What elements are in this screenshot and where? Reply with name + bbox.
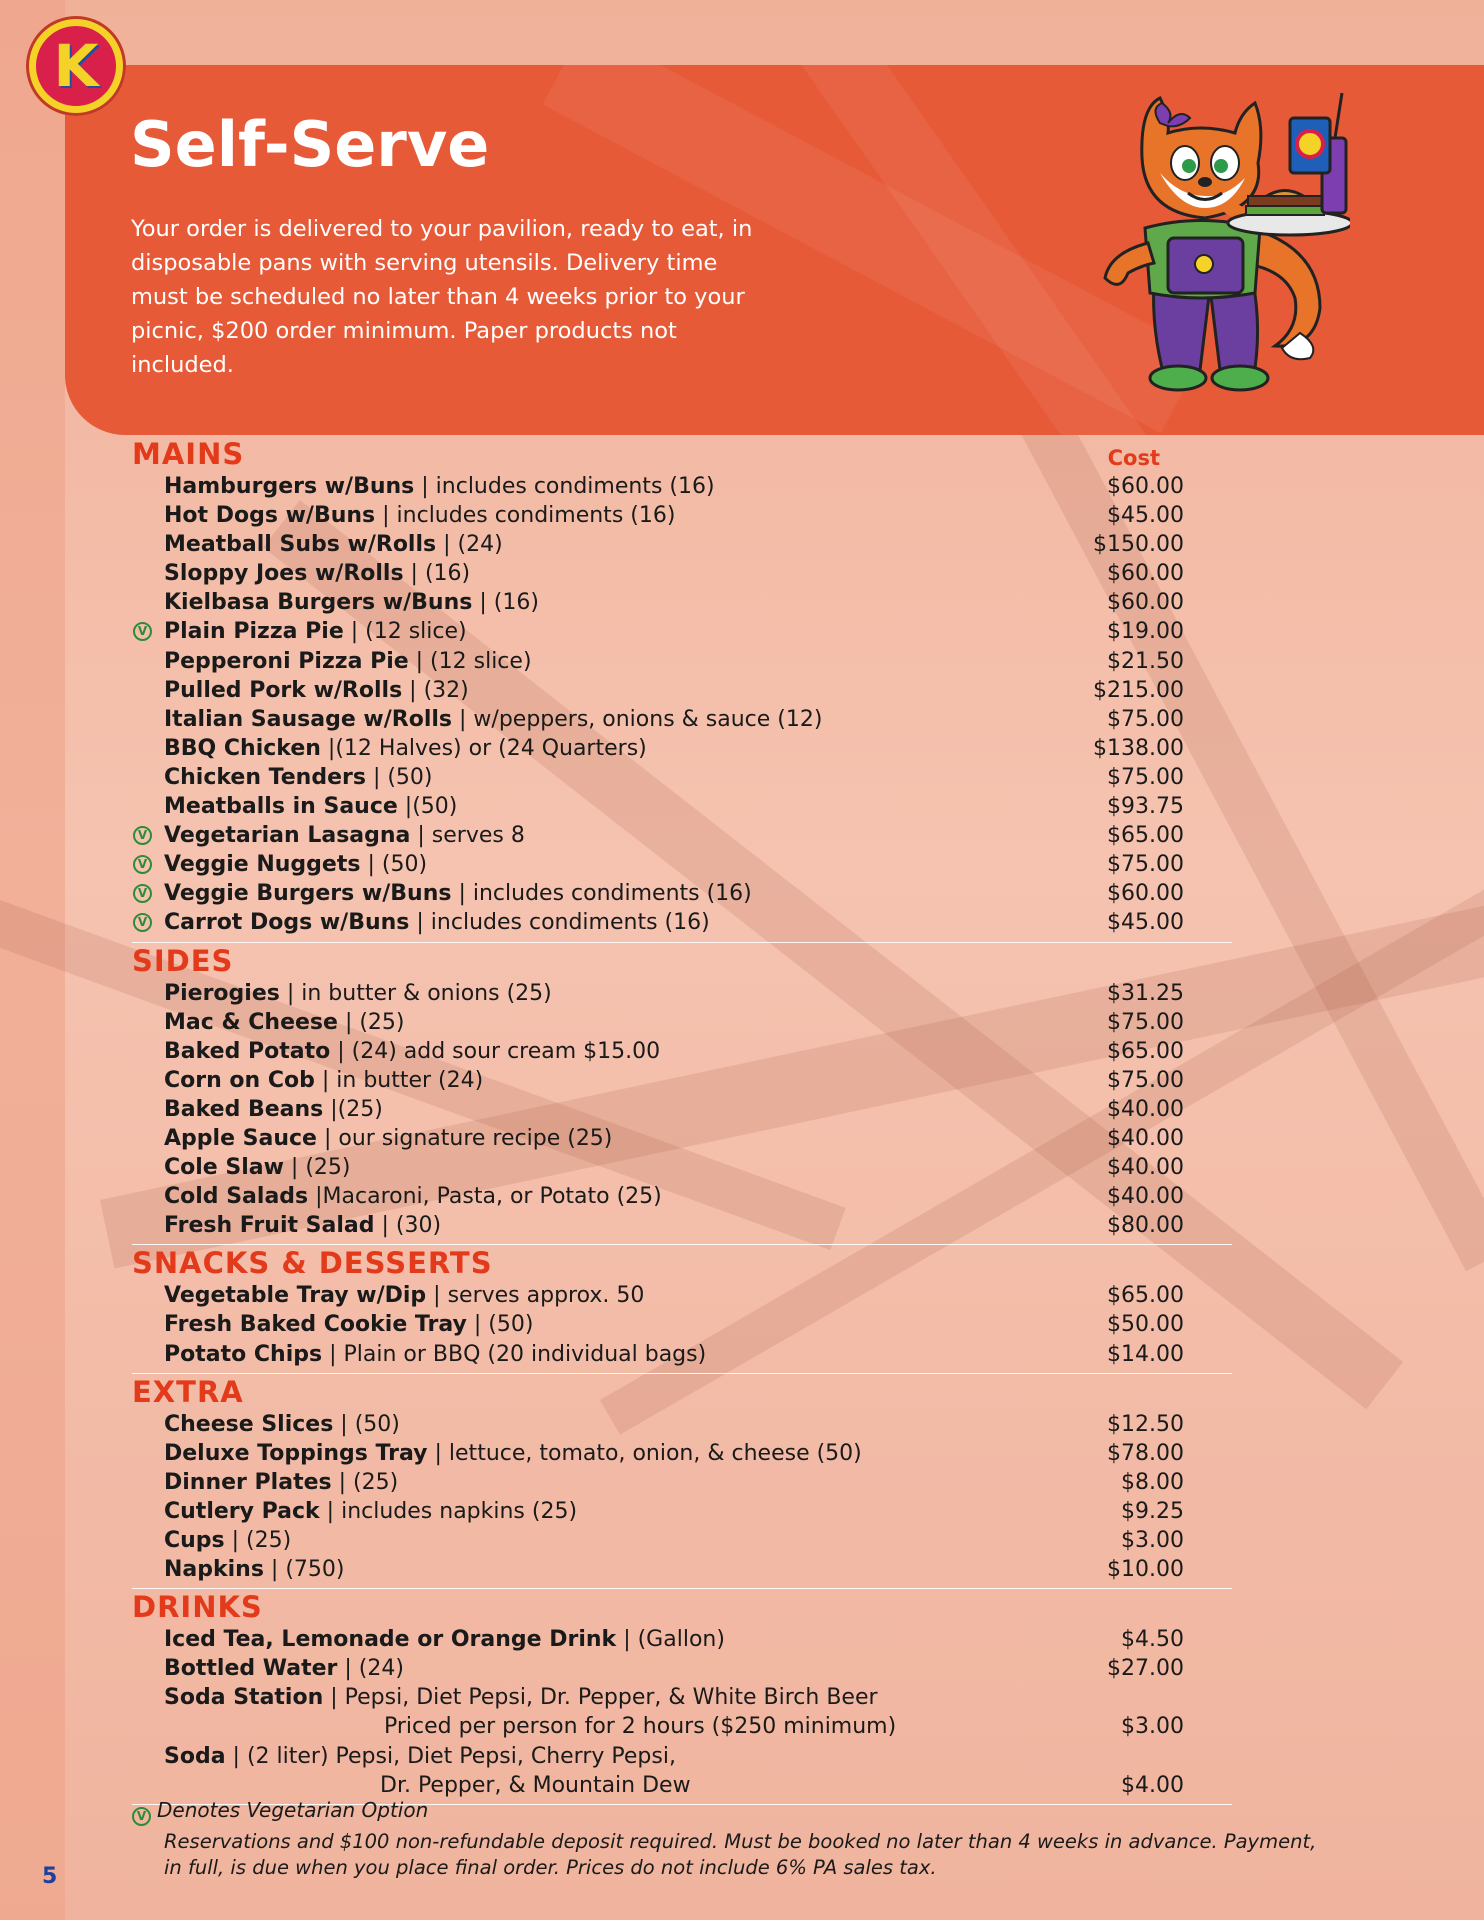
vegetarian-icon: V (133, 855, 152, 874)
menu-item (132, 1281, 1332, 1310)
menu-section (132, 1245, 1332, 1373)
item-price: $40.00 (1107, 1125, 1184, 1151)
menu-item (132, 1037, 1332, 1066)
section-title: DRINKS (132, 1590, 263, 1625)
mascot-illustration (1050, 78, 1350, 418)
item-name: Sloppy Joes w/Rolls (164, 561, 404, 587)
item-name: Chicken Tenders (164, 764, 366, 790)
vegetarian-icon: V (133, 913, 152, 932)
item-name: Bottled Water (164, 1656, 338, 1682)
item-description: | (24) (337, 1656, 404, 1682)
menu-item (132, 879, 1332, 908)
menu-section (132, 436, 1332, 943)
vegetarian-icon: V (133, 826, 152, 845)
item-price: $150.00 (1093, 532, 1184, 558)
menu-item (132, 1182, 1332, 1211)
item-price: $93.75 (1107, 794, 1184, 820)
legend-text: Denotes Vegetarian Option (157, 1798, 429, 1822)
item-description: |(12 Halves) or (24 Quarters) (320, 735, 647, 761)
item-name: Cheese Slices (164, 1411, 334, 1437)
section-title: SIDES (132, 943, 234, 978)
section-title: SNACKS & DESSERTS (132, 1246, 493, 1281)
item-price: $65.00 (1107, 823, 1184, 849)
menu-item (132, 1497, 1332, 1526)
item-name: Iced Tea, Lemonade or Orange Drink (164, 1627, 617, 1653)
menu-item (132, 734, 1332, 763)
item-price: $8.00 (1121, 1469, 1184, 1495)
item-price: $9.25 (1121, 1498, 1184, 1524)
item-name: Hot Dogs w/Buns (164, 503, 376, 529)
vegetarian-icon: V (132, 1807, 151, 1826)
item-name: Potato Chips (164, 1341, 323, 1367)
menu-item (132, 588, 1332, 617)
park-logo (26, 16, 126, 116)
item-name: Cold Salads (164, 1184, 309, 1210)
menu-item (132, 1095, 1332, 1124)
item-description: | (2 liter) Pepsi, Diet Pepsi, Cherry Pepsi, (225, 1743, 676, 1769)
item-name: Corn on Cob (164, 1067, 315, 1093)
menu-item (132, 979, 1332, 1008)
item-name: Mac & Cheese (164, 1009, 338, 1035)
item-description: Priced per person for 2 hours ($250 minimum) (384, 1714, 897, 1740)
item-description: | (12 slice) (343, 619, 467, 645)
item-name: Cutlery Pack (164, 1498, 320, 1524)
item-name: Baked Beans (164, 1096, 324, 1122)
item-name: Napkins (164, 1557, 264, 1583)
menu-item (132, 530, 1332, 559)
item-description: |Macaroni, Pasta, or Potato (25) (308, 1184, 662, 1210)
menu-item (132, 1124, 1332, 1153)
item-name: Italian Sausage w/Rolls (164, 706, 453, 732)
menu-section (132, 1589, 1332, 1805)
menu-item (132, 1555, 1332, 1584)
item-name: Fresh Baked Cookie Tray (164, 1312, 467, 1338)
menu-item (132, 1310, 1332, 1339)
menu-item (132, 1526, 1332, 1555)
menu-section (132, 1374, 1332, 1590)
item-description: | our signature recipe (25) (316, 1125, 613, 1151)
item-description: | (50) (333, 1411, 400, 1437)
item-price: $78.00 (1107, 1440, 1184, 1466)
intro-text: Your order is delivered to your pavilion, ready to eat, in disposable pans with serving utensils. Delivery time must be scheduled no later than 4 weeks prior to your picnic, $200 order minimum. Paper products not included. (131, 216, 753, 378)
item-description: |(25) (323, 1096, 383, 1122)
item-description: | (25) (331, 1469, 399, 1495)
menu-item (132, 1211, 1332, 1240)
item-price: $31.25 (1107, 980, 1184, 1006)
menu-item (132, 1712, 1332, 1741)
item-price: $75.00 (1107, 764, 1184, 790)
item-name: BBQ Chicken (164, 735, 321, 761)
item-description: | includes condiments (16) (409, 910, 710, 936)
item-description: | (25) (224, 1528, 292, 1553)
menu-item (132, 647, 1332, 676)
page-number: 5 (42, 1864, 58, 1889)
menu-item (132, 792, 1332, 821)
item-price: $27.00 (1107, 1656, 1184, 1682)
menu-item (132, 821, 1332, 850)
item-price: $21.50 (1107, 648, 1184, 674)
vegetarian-icon: V (133, 622, 152, 641)
menu-item (132, 1683, 1332, 1712)
item-description: | (12 slice) (408, 648, 532, 674)
item-description: | (30) (374, 1213, 442, 1239)
item-price: $10.00 (1107, 1557, 1184, 1583)
item-price: $60.00 (1107, 561, 1184, 587)
item-description: Dr. Pepper, & Mountain Dew (380, 1772, 691, 1798)
item-name: Fresh Fruit Salad (164, 1213, 375, 1239)
section-title: EXTRA (132, 1374, 244, 1409)
item-description: | (25) (337, 1009, 405, 1035)
menu-item (132, 850, 1332, 879)
item-price: $40.00 (1107, 1096, 1184, 1122)
item-price: $75.00 (1107, 1067, 1184, 1093)
item-description: | includes condiments (16) (451, 881, 752, 907)
menu-item (132, 1153, 1332, 1182)
item-description: | (750) (263, 1557, 345, 1583)
item-name: Pepperoni Pizza Pie (164, 648, 409, 674)
item-price: $12.50 (1107, 1411, 1184, 1437)
item-price: $80.00 (1107, 1213, 1184, 1239)
page-title: Self-Serve (130, 108, 490, 181)
item-price: $40.00 (1107, 1184, 1184, 1210)
menu-item (132, 1066, 1332, 1095)
item-price: $40.00 (1107, 1155, 1184, 1181)
item-name: Soda Station (164, 1685, 324, 1711)
menu-item (132, 1439, 1332, 1468)
footnote: Reservations and $100 non-refundable deposit required. Must be booked no later than 4 weeks in advance. Payment, in full, is due when you place final order. Prices do not include 6% PA sales tax. (164, 1830, 1317, 1879)
item-description: |(50) (397, 794, 458, 820)
menu-item (132, 1771, 1332, 1800)
item-price: $65.00 (1107, 1283, 1184, 1309)
menu-item (132, 763, 1332, 792)
item-description: | (24) (436, 532, 503, 558)
item-name: Cups (164, 1528, 225, 1553)
item-name: Cole Slaw (164, 1155, 284, 1181)
item-price: $50.00 (1107, 1312, 1184, 1338)
item-name: Pulled Pork w/Rolls (164, 677, 403, 703)
item-price: $60.00 (1107, 590, 1184, 616)
item-price: $75.00 (1107, 852, 1184, 878)
item-price: $45.00 (1107, 910, 1184, 936)
menu-item (132, 705, 1332, 734)
menu-item (132, 617, 1332, 646)
item-description: | serves approx. 50 (426, 1283, 645, 1309)
item-description: | serves 8 (410, 823, 525, 849)
item-name: Hamburgers w/Buns (164, 474, 415, 499)
item-price: $65.00 (1107, 1038, 1184, 1064)
item-price: $75.00 (1107, 706, 1184, 732)
menu-item (132, 1410, 1332, 1439)
item-name: Apple Sauce (164, 1125, 317, 1151)
item-description: | (50) (466, 1312, 534, 1338)
item-name: Vegetarian Lasagna (164, 823, 411, 849)
item-description: | Pepsi, Diet Pepsi, Dr. Pepper, & White Birch Beer (323, 1685, 878, 1711)
item-price: $4.50 (1121, 1627, 1184, 1653)
logo-letter: K (53, 32, 99, 100)
item-description: | (50) (365, 764, 433, 790)
menu-item (132, 1625, 1332, 1654)
item-price: $75.00 (1107, 1009, 1184, 1035)
item-description: | lettuce, tomato, onion, & cheese (50) (427, 1440, 862, 1466)
item-price: $4.00 (1121, 1772, 1184, 1798)
item-description: | (25) (283, 1155, 351, 1181)
item-price: $60.00 (1107, 474, 1184, 499)
item-description: | (16) (472, 590, 539, 616)
item-description: | (24) add sour cream $15.00 (330, 1038, 661, 1064)
item-price: $215.00 (1093, 677, 1184, 703)
item-name: Deluxe Toppings Tray (164, 1440, 428, 1466)
item-name: Soda (164, 1743, 226, 1769)
menu (132, 436, 1332, 1805)
item-description: | Plain or BBQ (20 individual bags) (322, 1341, 707, 1367)
item-price: $45.00 (1107, 503, 1184, 529)
vegetarian-legend (132, 1798, 428, 1826)
item-price: $3.00 (1121, 1714, 1184, 1740)
item-name: Pierogies (164, 980, 280, 1006)
menu-section (132, 943, 1332, 1246)
item-name: Vegetable Tray w/Dip (164, 1283, 427, 1309)
item-name: Kielbasa Burgers w/Buns (164, 590, 473, 616)
item-name: Veggie Nuggets (164, 852, 361, 878)
item-description: | includes condiments (16) (414, 474, 715, 499)
item-name: Plain Pizza Pie (164, 619, 344, 645)
section-title: MAINS (132, 437, 245, 471)
menu-item (132, 559, 1332, 588)
item-name: Meatball Subs w/Rolls (164, 532, 437, 558)
item-price: $19.00 (1107, 619, 1184, 645)
item-description: | w/peppers, onions & sauce (12) (452, 706, 823, 732)
item-name: Baked Potato (164, 1038, 331, 1064)
menu-item (132, 1468, 1332, 1497)
item-description: | in butter (24) (314, 1067, 484, 1093)
item-price: $14.00 (1107, 1341, 1184, 1367)
item-price: $138.00 (1093, 735, 1184, 761)
item-description: | includes napkins (25) (319, 1498, 578, 1524)
item-description: | includes condiments (16) (375, 503, 676, 529)
item-description: | (16) (403, 561, 471, 587)
item-description: | (32) (402, 677, 469, 703)
menu-item (132, 1742, 1332, 1771)
menu-item (132, 1340, 1332, 1369)
item-price: $60.00 (1107, 881, 1184, 907)
menu-item (132, 472, 1332, 501)
menu-item (132, 1654, 1332, 1683)
item-price: $3.00 (1121, 1528, 1184, 1553)
item-description: | (Gallon) (616, 1627, 725, 1653)
menu-item (132, 908, 1332, 937)
menu-item (132, 1008, 1332, 1037)
item-name: Dinner Plates (164, 1469, 332, 1495)
cost-column-header: Cost (1107, 446, 1160, 470)
item-name: Carrot Dogs w/Buns (164, 910, 410, 936)
menu-sections (132, 436, 1332, 1805)
item-name: Meatballs in Sauce (164, 794, 398, 820)
menu-item (132, 676, 1332, 705)
item-description: | (50) (360, 852, 428, 878)
vegetarian-icon: V (133, 884, 152, 903)
item-description: | in butter & onions (25) (279, 980, 552, 1006)
item-name: Veggie Burgers w/Buns (164, 881, 452, 907)
menu-item (132, 501, 1332, 530)
